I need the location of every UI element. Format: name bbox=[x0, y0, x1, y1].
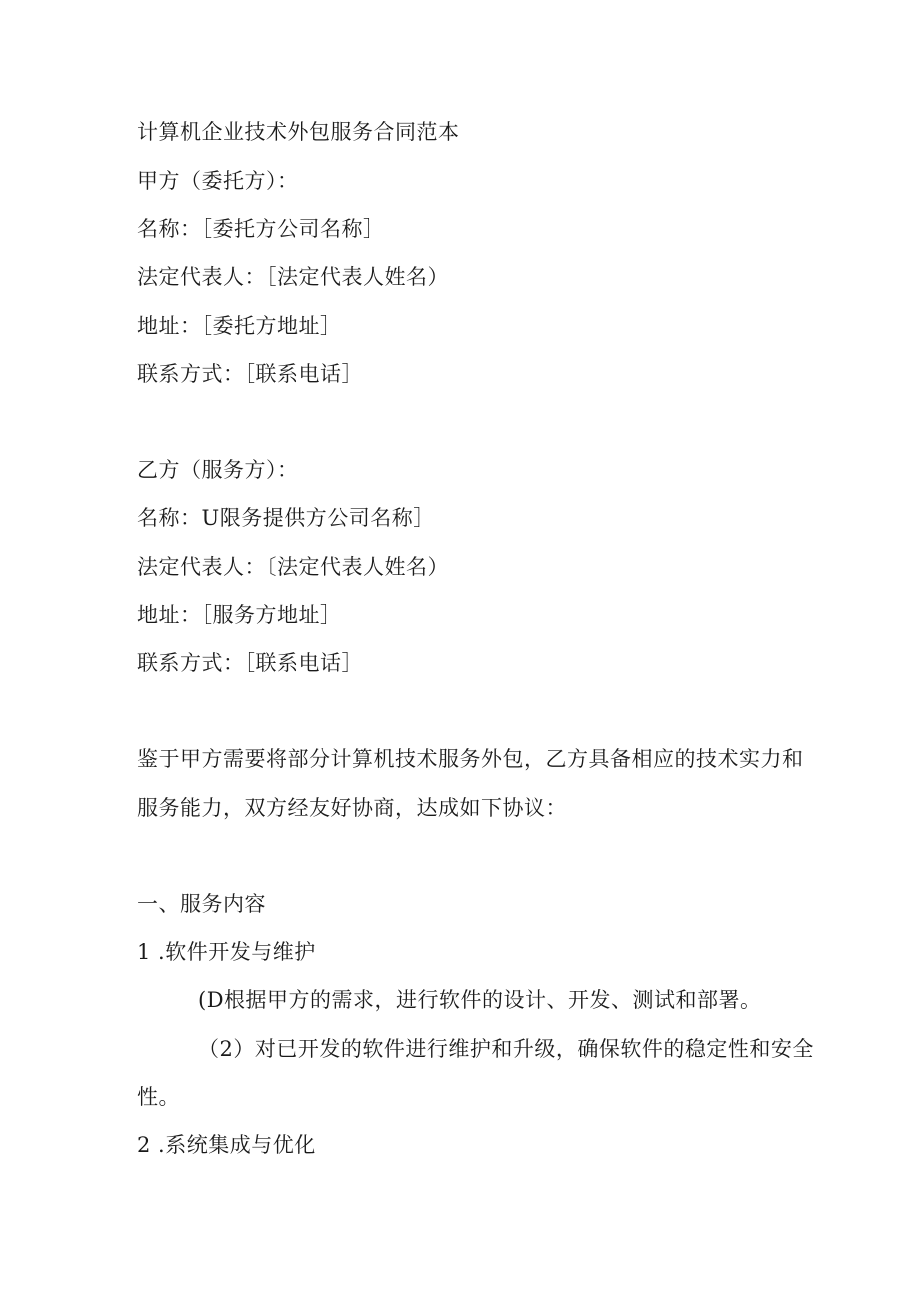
party-b-name: 名称：U限务提供方公司名称］ bbox=[137, 506, 435, 530]
party-a-name: 名称：［委托方公司名称］ bbox=[137, 217, 385, 241]
party-a-representative: 法定代表人：［法定代表人姓名） bbox=[137, 265, 449, 289]
item-1-point-2: （2）对已开发的软件进行维护和升级，确保软件的稳定性和安全 bbox=[198, 1037, 814, 1061]
item-1-point-1: (D根据甲方的需求，进行软件的设计、开发、测试和部署。 bbox=[198, 988, 762, 1012]
party-a-contact: 联系方式：［联系电话］ bbox=[137, 362, 363, 386]
section-1-heading: 一、服务内容 bbox=[137, 892, 266, 916]
item-1-point-2-continued: 性。 bbox=[137, 1085, 180, 1109]
party-b-address: 地址：［服务方地址］ bbox=[137, 603, 342, 627]
party-b-heading: 乙方（服务方）： bbox=[137, 458, 299, 482]
preamble-line-1: 鉴于甲方需要将部分计算机技术服务外包，乙方具备相应的技术实力和 bbox=[137, 747, 804, 771]
item-2-heading: 2 .系统集成与优化 bbox=[137, 1133, 316, 1157]
item-1-heading: 1 .软件开发与维护 bbox=[137, 940, 316, 964]
party-a-address: 地址：［委托方地址］ bbox=[137, 314, 342, 338]
party-b-contact: 联系方式：［联系电话］ bbox=[137, 651, 363, 675]
party-b-representative: 法定代表人：〔法定代表人姓名） bbox=[137, 555, 449, 579]
document-title: 计算机企业技术外包服务合同范本 bbox=[137, 120, 460, 144]
preamble-line-2: 服务能力，双方经友好协商，达成如下协议： bbox=[137, 796, 567, 820]
party-a-heading: 甲方（委托方）： bbox=[137, 169, 299, 193]
